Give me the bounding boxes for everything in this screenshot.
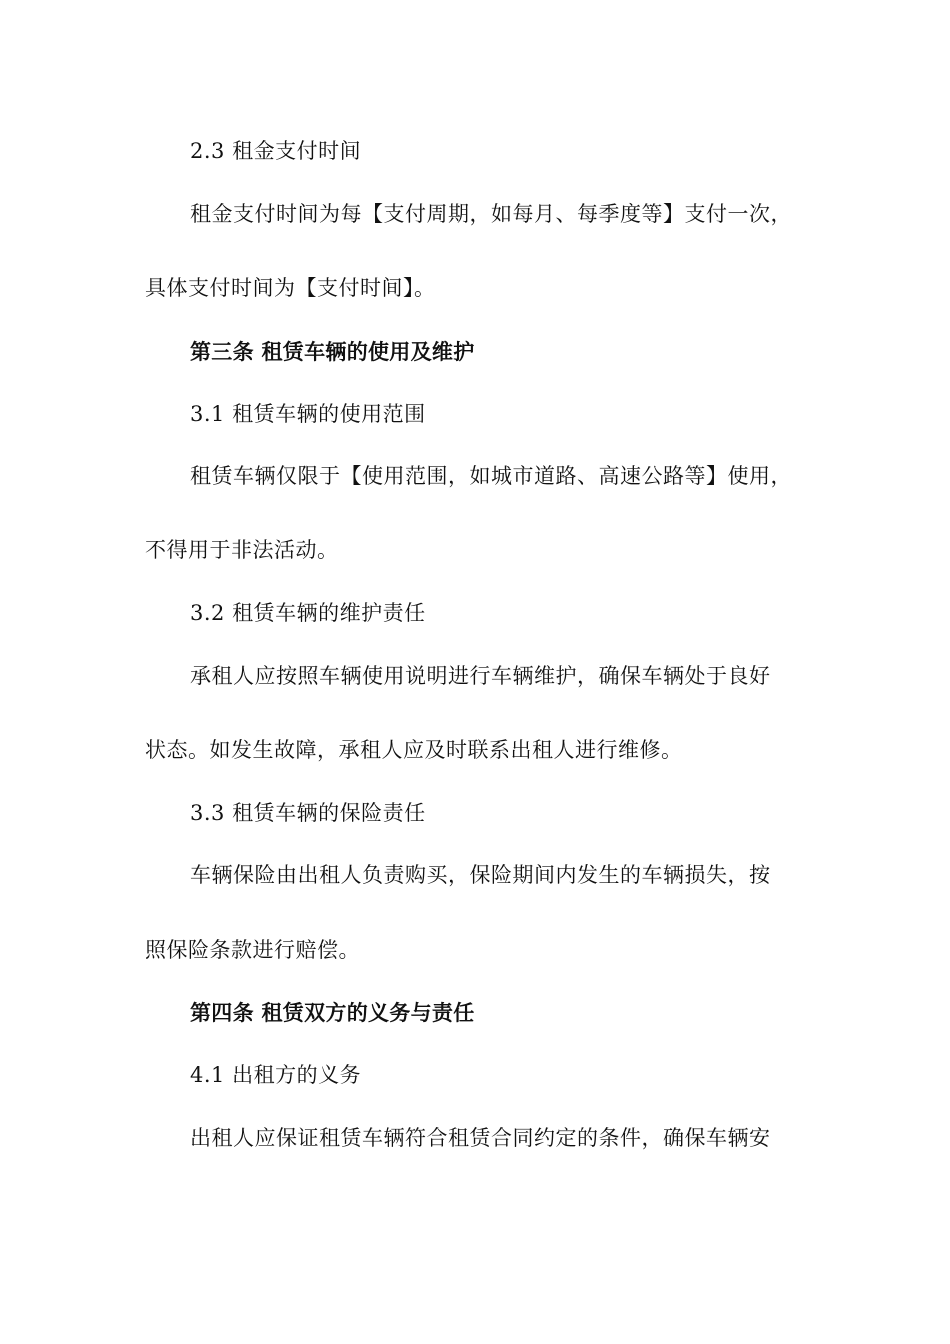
section-3-1-body-line-1: 租赁车辆仅限于【使用范围，如城市道路、高速公路等】使用，	[190, 464, 792, 488]
article-3-heading: 第三条 租赁车辆的使用及维护	[190, 340, 475, 364]
section-3-1-title: 3.1 租赁车辆的使用范围	[190, 402, 426, 426]
section-2-3-body-line-2: 具体支付时间为【支付时间】。	[145, 276, 436, 300]
section-2-3-body-line-1: 租金支付时间为每【支付周期，如每月、每季度等】支付一次，	[190, 202, 792, 226]
section-3-1-body-line-2: 不得用于非法活动。	[145, 538, 339, 562]
section-3-2-body-line-1: 承租人应按照车辆使用说明进行车辆维护，确保车辆处于良好	[190, 664, 771, 688]
section-3-3-body-line-2: 照保险条款进行赔偿。	[145, 938, 360, 962]
article-4-heading: 第四条 租赁双方的义务与责任	[190, 1001, 475, 1025]
section-3-2-title: 3.2 租赁车辆的维护责任	[190, 601, 426, 625]
section-3-3-body-line-1: 车辆保险由出租人负责购买，保险期间内发生的车辆损失，按	[190, 863, 771, 887]
section-4-1-title: 4.1 出租方的义务	[190, 1063, 362, 1087]
section-3-2-body-line-2: 状态。如发生故障，承租人应及时联系出租人进行维修。	[145, 738, 683, 762]
section-3-3-title: 3.3 租赁车辆的保险责任	[190, 801, 426, 825]
section-4-1-body-line-1: 出租人应保证租赁车辆符合租赁合同约定的条件，确保车辆安	[190, 1126, 771, 1150]
section-2-3-title: 2.3 租金支付时间	[190, 139, 362, 163]
